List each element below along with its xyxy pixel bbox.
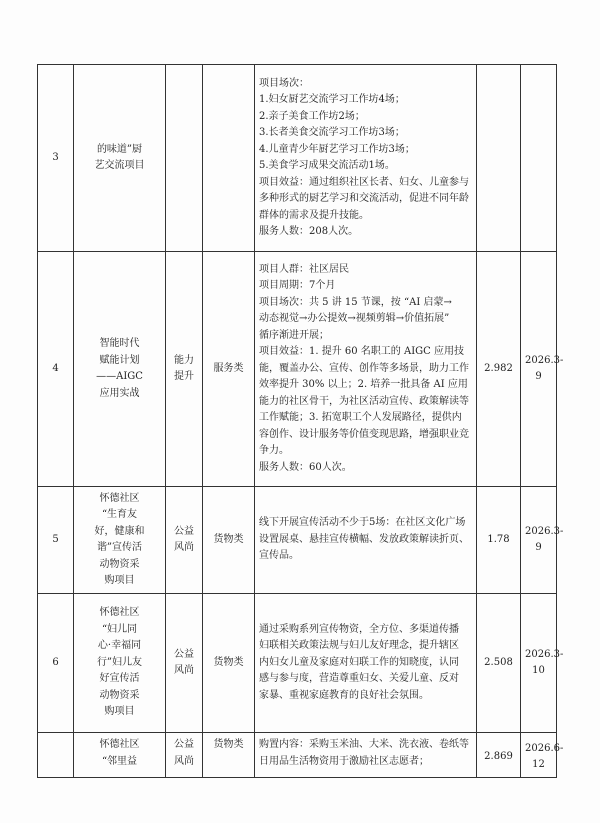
row-number: 4 — [38, 252, 74, 487]
project-detail-line: 项目场次： — [259, 77, 309, 89]
project-date: 2026.3-9 — [521, 487, 557, 594]
project-detail-line: 家暴、重视家庭教育的良好社会氛围。 — [259, 689, 429, 701]
project-detail — [255, 594, 477, 733]
project-amount: 2.869 — [477, 733, 521, 778]
project-name-line: 心·幸福同 — [97, 640, 142, 652]
project-detail-line: 1.妇女厨艺交流学习工作坊4场； — [259, 94, 405, 105]
project-detail-line: 能力的社区骨干，为社区活动宣传、政策解读等 — [259, 395, 469, 407]
project-detail-line: 项目效益：1. 提升 60 名职工的 AIGC 应用技 — [259, 346, 464, 358]
project-detail-line: 购置内容：采购玉米油、大米、洗衣液、卷纸等 — [259, 739, 469, 750]
project-detail-line: 宣传品。 — [259, 550, 299, 562]
row-number: 3 — [38, 65, 74, 252]
project-name — [74, 65, 166, 252]
project-amount: 1.78 — [477, 487, 521, 594]
project-detail-line: 效率提升 30% 以上；2. 培养一批具备 AI 应用 — [259, 379, 468, 391]
table-row — [38, 733, 557, 778]
project-name-line: 购项目 — [104, 575, 135, 586]
project-name-line: 好宣传活 — [99, 673, 140, 685]
table-row — [38, 252, 557, 487]
project-detail — [255, 733, 477, 778]
project-date: 2026.3-9 — [521, 252, 557, 487]
project-type: 服务类 — [203, 252, 255, 487]
project-detail-line: 3.长者美食交流学习工作坊3场； — [259, 127, 405, 138]
project-name — [74, 594, 166, 733]
project-detail-line: 争力。 — [259, 445, 289, 457]
row-number: 5 — [38, 487, 74, 594]
project-name — [74, 733, 166, 778]
project-detail — [255, 65, 477, 252]
project-name-line: ——AIGC — [96, 371, 143, 382]
project-detail-line: 服务人数：208人次。 — [259, 226, 359, 237]
project-name-line: 怀德社区 — [99, 739, 140, 750]
project-name-line: 智能时代 — [99, 338, 140, 349]
project-name-line: 应用实战 — [99, 387, 140, 399]
project-category: 能力提升 — [166, 252, 203, 487]
project-detail-line: 项目场次：共 5 讲 15 节课，按 “AI 启蒙→ — [259, 296, 452, 308]
project-name-line: “生育友 — [101, 509, 138, 520]
project-name-line: 的味道”厨 — [96, 143, 143, 155]
project-detail-line: 服务人数：60人次。 — [259, 461, 352, 473]
project-detail-line: 群体的需求及提升技能。 — [259, 209, 369, 221]
project-name-line: 艺交流项目 — [94, 160, 145, 171]
project-type: 货物类 — [203, 733, 255, 778]
project-detail-line: 线下开展宣传活动不少于5场：在社区文化广场 — [259, 517, 466, 529]
project-name — [74, 487, 166, 594]
project-type: 货物类 — [203, 487, 255, 594]
project-name-line: “妇儿同 — [101, 623, 138, 635]
project-detail-line: 项目周期：7个月 — [259, 280, 336, 292]
project-detail-line: 项目效益：通过组织社区长者、妇女、儿童参与 — [259, 176, 469, 188]
project-detail-line: 4.儿童青少年厨艺学习工作坊3场； — [259, 143, 415, 155]
project-amount: 2.508 — [477, 594, 521, 733]
project-detail-line: 多种形式的厨艺学习和交流活动，促进不同年龄 — [259, 193, 469, 204]
project-detail-line: 内妇女儿童及家庭对妇联工作的知晓度，认同 — [259, 656, 459, 668]
table-row — [38, 594, 557, 733]
project-detail-line: 通过采购系列宣传物资，全方位、多渠道传播 — [259, 623, 459, 635]
project-detail — [255, 252, 477, 487]
table-row — [38, 65, 557, 252]
project-name-line: “邻里益 — [101, 755, 138, 767]
project-name-line: 怀德社区 — [99, 607, 140, 619]
project-detail — [255, 487, 477, 594]
project-detail-line: 5.美食学习成果交流活动1场。 — [259, 160, 395, 171]
row-number — [38, 733, 74, 778]
project-date: 2026.3-10 — [521, 594, 557, 733]
project-detail-line: 容创作、设计服务等价值变现思路，增强职业竞 — [259, 428, 469, 440]
project-name-line: 动物资采 — [99, 689, 140, 701]
project-category — [166, 65, 203, 252]
row-number: 6 — [38, 594, 74, 733]
project-name-line: 购项目 — [104, 706, 135, 718]
project-detail-line: 动态视觉→办公提效→视频剪辑→价值拓展” — [259, 313, 450, 325]
project-type: 货物类 — [203, 594, 255, 733]
project-table — [37, 64, 564, 778]
project-detail-line: 日用品生活物资用于激励社区志愿者； — [259, 755, 429, 767]
project-name-line: 谐”宣传活 — [96, 542, 143, 553]
project-detail-line: 项目人群：社区居民 — [259, 263, 349, 275]
project-date: 2026.6-12 — [521, 733, 557, 778]
project-name-line: 动物资采 — [99, 558, 140, 570]
table-row — [38, 487, 557, 594]
project-detail-line: 2.亲子美食工作坊2场； — [259, 110, 365, 122]
project-type — [203, 65, 255, 252]
project-detail-line: 循序渐进开展； — [259, 329, 329, 341]
project-name-line: 赋能计划 — [99, 354, 140, 366]
project-name — [74, 252, 166, 487]
project-detail-line: 感与参与度，营造尊重妇女、关爱儿童、反对 — [259, 673, 459, 685]
project-name-line: 行”妇儿友 — [96, 656, 143, 668]
project-detail-line: 妇联相关政策法规与妇儿友好理念，提升辖区 — [259, 640, 459, 652]
project-date — [521, 65, 557, 252]
project-amount — [477, 65, 521, 252]
project-detail-line: 工作赋能；3. 拓宽职工个人发展路径，提供内 — [259, 412, 462, 424]
project-name-line: 好，健康和 — [94, 525, 145, 537]
project-name-line: 怀德社区 — [99, 492, 140, 504]
project-amount: 2.982 — [477, 252, 521, 487]
project-detail-line: 设置展桌、悬挂宣传横幅、发放政策解读折页、 — [259, 533, 469, 545]
project-category: 公益风尚 — [166, 733, 203, 778]
project-detail-line: 能，覆盖办公、宣传、创作等多场景，助力工作 — [259, 362, 469, 374]
project-category: 公益风尚 — [166, 487, 203, 594]
project-category: 公益风尚 — [166, 594, 203, 733]
